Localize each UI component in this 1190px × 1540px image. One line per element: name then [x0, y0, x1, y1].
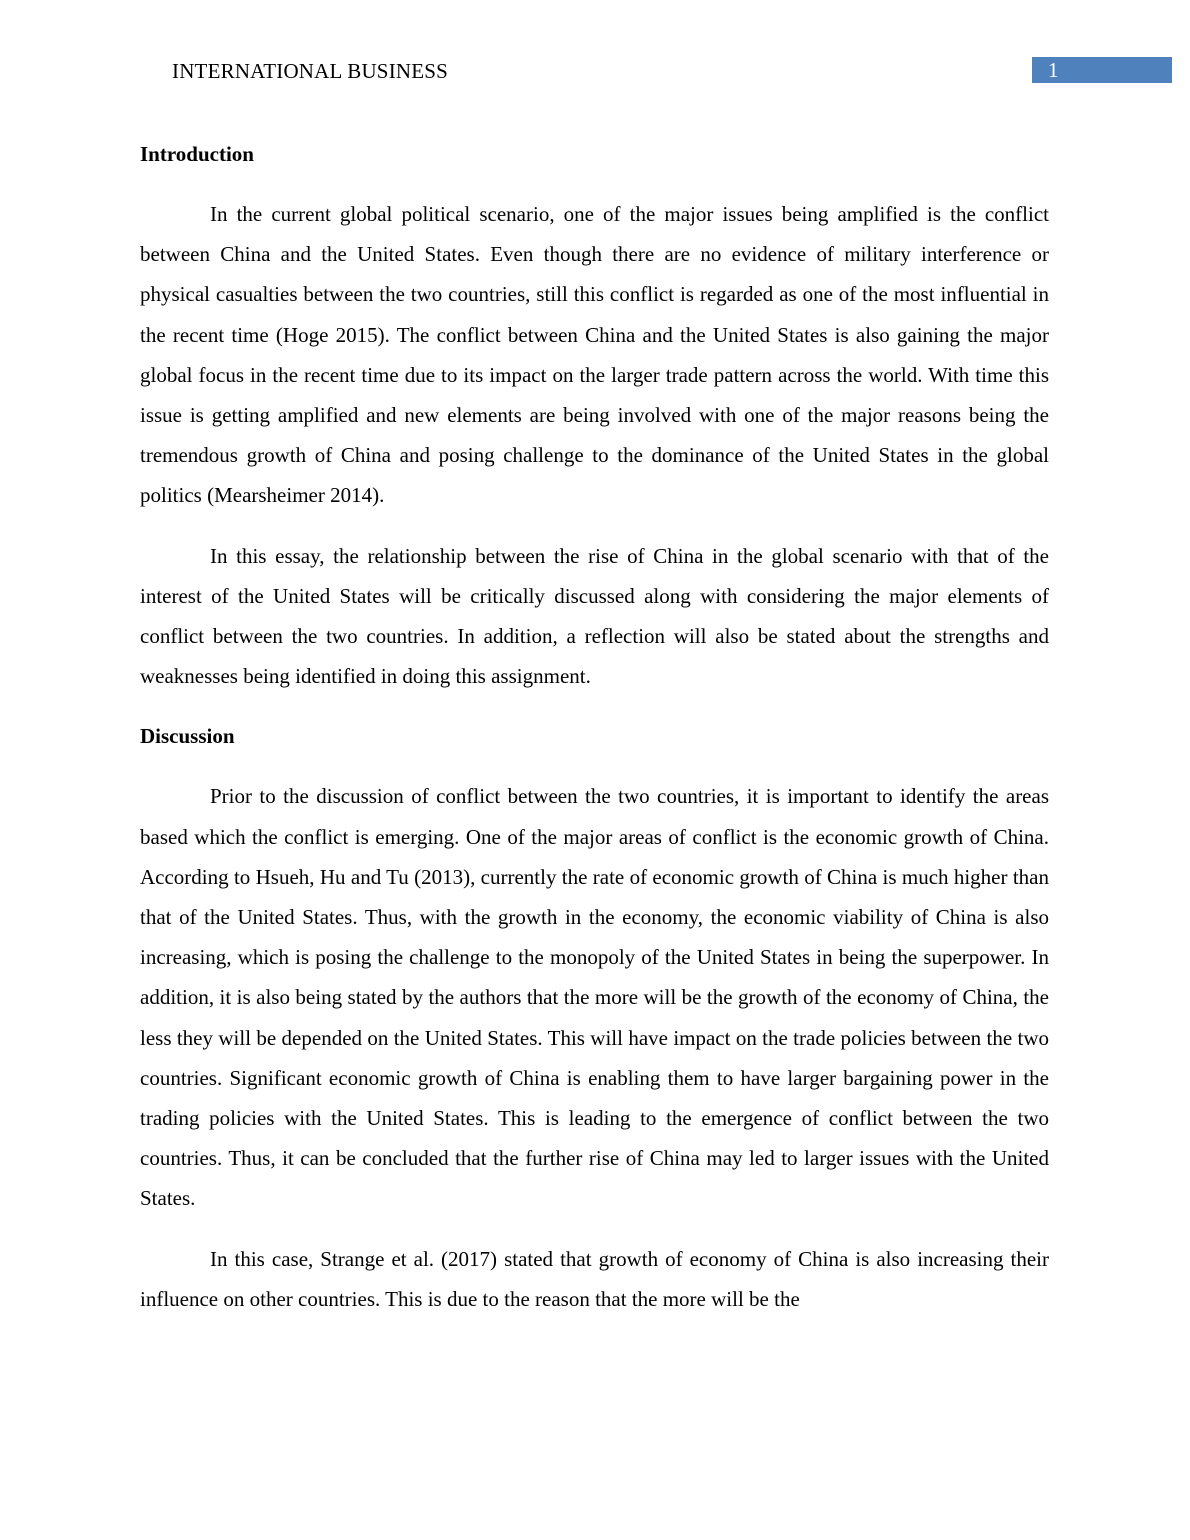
page-number-box	[1032, 57, 1172, 83]
paragraph-discussion-2: In this case, Strange et al. (2017) stated that growth of economy of China is also increasing their influence on other countries. This is due to the reason that the more will be the	[140, 1246, 1049, 1311]
heading-discussion: Discussion	[140, 724, 235, 749]
paragraph-introduction-2: In this essay, the relationship between the rise of China in the global scenario with that of the interest of the United States will be critically discussed along with considering the major elements of conflict between the two countries. In addition, a reflection will also be stated about the strengths and weaknesses being identified in doing this assignment.	[140, 543, 1049, 689]
paragraph-discussion-1: Prior to the discussion of conflict between the two countries, it is important to identify the areas based which the conflict is emerging. One of the major areas of conflict is the economic growth of China. According to Hsueh, Hu and Tu (2013), currently the rate of economic growth of China is much higher than that of the United States. Thus, with the growth in the economy, the economic viability of China is also increasing, which is posing the challenge to the monopoly of the United States in being the superpower. In addition, it is also being stated by the authors that the more will be the growth of the economy of China, the less they will be depended on the United States. This will have impact on the trade policies between the two countries. Significant economic growth of China is enabling them to have larger bargaining power in the trading policies with the United States. This is leading to the emergence of conflict between the two countries. Thus, it can be concluded that the further rise of China may led to larger issues with the United States.	[140, 784, 1049, 1211]
document-body	[140, 134, 1049, 1339]
heading-introduction: Introduction	[140, 142, 254, 166]
paragraph-introduction-1: In the current global political scenario, one of the major issues being amplified is the conflict between China and the United States. Even though there are no evidence of military interference or physical casualties between the two countries, still this conflict is regarded as one of the most influential in the recent time (Hoge 2015). The conflict between China and the United States is also gaining the major global focus in the recent time due to its impact on the larger trade pattern across the world. With time this issue is getting amplified and new elements are being involved with one of the major reasons being the tremendous growth of China and posing challenge to the dominance of the United States in the global politics (Mearsheimer 2014).	[140, 202, 1049, 508]
running-head: INTERNATIONAL BUSINESS	[172, 59, 449, 83]
page-number: 1	[1048, 58, 1059, 82]
